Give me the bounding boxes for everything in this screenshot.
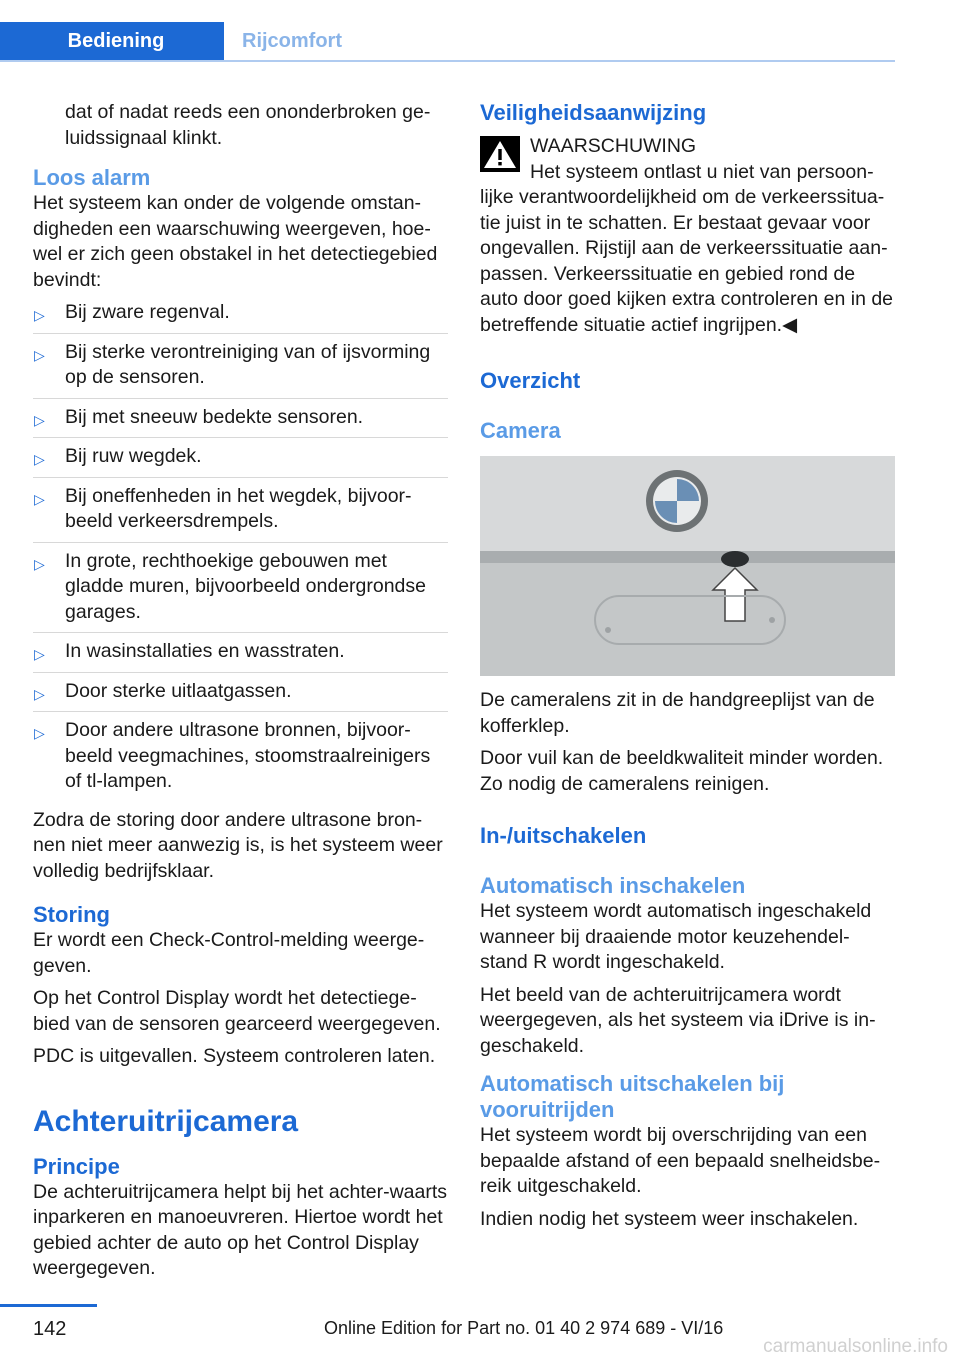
false-alarm-list <box>33 300 448 802</box>
tab-rijcomfort[interactable]: Rijcomfort <box>242 30 342 52</box>
onoff-heading: In-/uitschakelen <box>480 823 647 848</box>
triangle-bullet-icon: ▷ <box>34 685 45 702</box>
camera-text-2: Door vuil kan de beeldkwaliteit minder worden. Zo nodig de cameralens reinigen. <box>480 747 884 795</box>
footer-rule <box>0 1304 97 1307</box>
camera-heading: Camera <box>480 418 561 443</box>
principle-text: De achteruitrijcamera helpt bij het achter-waarts inparkeren en manoeuvreren. Hiertoe wordt het gebied achter de auto op het Control Display weergegeven. <box>33 1180 448 1279</box>
warning-label: WAARSCHUWING <box>530 135 697 157</box>
auto-on-heading: Automatisch inschakelen <box>480 873 746 898</box>
triangle-bullet-icon: ▷ <box>34 451 45 467</box>
tab-underline <box>0 60 895 62</box>
warning-text: lijke verantwoordelijkheid om de verkeerssitua-tie juist in te schatten. Er bestaat gevaar voor ongevallen. Rijstijl aan de verkeerssituatie aan-passen. Verkeerssituatie en gebied rond de auto door goed kijken extra controleren en in de betreffende situatie actief ingrijpen.◀ <box>480 186 894 336</box>
triangle-bullet-icon: ▷ <box>34 490 45 507</box>
triangle-bullet-icon: ▷ <box>34 646 45 662</box>
page-number: 142 <box>33 1318 67 1340</box>
list-item: ▷ Bij met sneeuw bedekte sensoren. <box>33 405 448 439</box>
list-item: ▷ In wasinstallaties en wasstraten. <box>33 639 448 673</box>
triangle-bullet-icon: ▷ <box>34 411 45 428</box>
list-item: ▷ Door andere ultrasone bronnen, bijvoor-beeld veegmachines, stoomstraalreinigers of tl-lampen. <box>34 719 431 792</box>
list-item: ▷ Bij zware regenval. <box>33 300 448 334</box>
warning-first-line: Het systeem ontlast u niet van persoon- <box>530 160 874 183</box>
section-title: Achteruitrijcamera <box>33 1104 299 1138</box>
tab-bediening[interactable]: Bediening <box>0 22 224 60</box>
auto-off-text-1: Het systeem wordt bij overschrijding van een bepaalde afstand of een bepaald snelheidsbe-reik uitgeschakeld. <box>480 1124 881 1197</box>
edition-text: Online Edition for Part no. 01 40 2 974 689 - VI/16 <box>324 1318 724 1338</box>
auto-off-text-2: Indien nodig het systeem weer inschakelen. <box>480 1207 859 1230</box>
fault-text-1: Er wordt een Check-Control-melding weerge-geven. <box>33 929 425 977</box>
safety-heading: Veiligheidsaanwijzing <box>480 100 707 125</box>
camera-text-1: De cameralens zit in de handgreeplijst van de kofferklep. <box>480 689 875 737</box>
fault-heading: Storing <box>33 902 110 927</box>
chapter-tabs <box>0 22 895 62</box>
triangle-bullet-icon: ▷ <box>34 307 45 323</box>
false-alarm-text: Het systeem kan onder de volgende omstan-digheden een waarschuwing weergeven, hoe-wel er zich geen obstakel in het detectiegebied bevindt: <box>33 192 438 291</box>
list-item: ▷ Bij ruw wegdek. <box>33 444 448 478</box>
auto-on-text-1: Het systeem wordt automatisch ingeschakeld wanneer bij draaiende motor keuzehendel-stand R wordt ingeschakeld. <box>480 900 872 973</box>
intro-text: dat of nadat reeds een ononderbroken ge- luidssignaal klinkt. <box>65 101 431 149</box>
watermark: carmanualsonline.info <box>763 1336 948 1357</box>
list-item: ▷ Door sterke uitlaatgassen. <box>33 679 448 713</box>
after-list-text: Zodra de storing door andere ultrasone bron-nen niet meer aanwezig is, is het systeem weer volledig bedrijfsklaar. <box>33 808 443 882</box>
triangle-bullet-icon: ▷ <box>34 555 45 572</box>
fault-text-3: PDC is uitgevallen. Systeem controleren laten. <box>33 1045 436 1067</box>
overview-heading: Overzicht <box>480 368 581 393</box>
warning-block <box>480 134 896 338</box>
triangle-bullet-icon: ▷ <box>34 725 45 741</box>
auto-off-heading: Automatisch uitschakelen bij vooruitrijden <box>480 1071 785 1122</box>
principle-heading: Principe <box>33 1153 120 1179</box>
auto-on-text-2: Het beeld van de achteruitrijcamera wordt weergegeven, als het systeem via iDrive is in-geschakeld. <box>480 983 876 1057</box>
list-item: ▷ In grote, rechthoekige gebouwen met gladde muren, bijvoorbeeld ondergrondse garages. <box>33 549 448 634</box>
fault-text-2: Op het Control Display wordt het detectiege-bied van de sensoren gearceerd weergegeven. <box>33 987 441 1035</box>
triangle-bullet-icon: ▷ <box>34 346 45 363</box>
right-column <box>480 100 896 1239</box>
camera-location-photo <box>480 456 895 676</box>
warning-triangle-icon <box>480 136 520 172</box>
left-column <box>33 100 448 1289</box>
list-item: ▷ Bij oneffenheden in het wegdek, bijvoor-beeld verkeersdrempels. <box>33 484 448 543</box>
list-item: ▷ Bij sterke verontreiniging van of ijsvorming op de sensoren. <box>33 340 448 399</box>
false-alarm-heading: Loos alarm <box>33 165 151 190</box>
